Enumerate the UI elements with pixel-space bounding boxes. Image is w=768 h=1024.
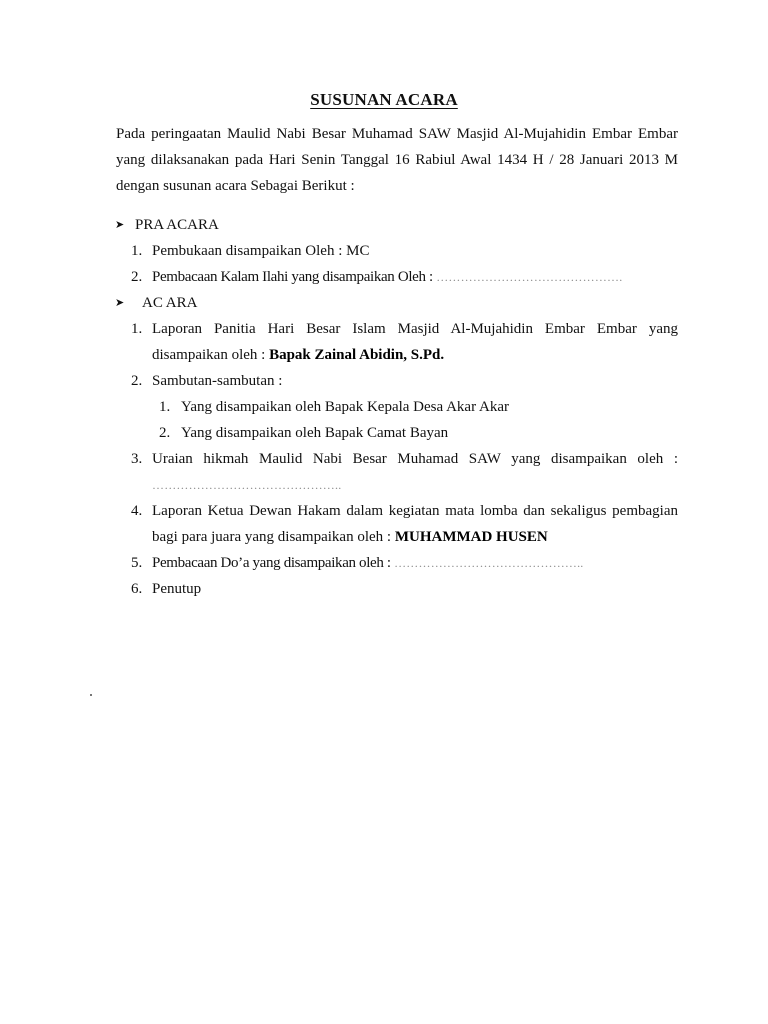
- sub-item-text: Yang disampaikan oleh Bapak Camat Bayan: [181, 425, 449, 441]
- intro-line-3: dengan susunan acara Sebagai Berikut :: [116, 178, 355, 194]
- item-text-label: Pembacaan Do’a yang disampaikan oleh :: [152, 555, 395, 571]
- sub-item-text: Yang disampaikan oleh Bapak Kepala Desa Akar Akar: [181, 399, 509, 415]
- item-text-label: Pembacaan Kalam Ilahi yang disampaikan Oleh :: [152, 269, 437, 285]
- blank-fill-line: ……………………………………….: [436, 270, 623, 284]
- item-text: Penutup: [152, 581, 202, 597]
- arrowhead-bullet-icon: ➤: [115, 218, 125, 231]
- item-number: 6.: [131, 581, 143, 597]
- item-number: 3.: [131, 451, 143, 467]
- item-text-line-1: Laporan Panitia Hari Besar Islam Masjid Al-Mujahidin Embar Embar yang: [152, 321, 678, 337]
- sub-item-number: 1.: [159, 399, 171, 415]
- stray-period-mark: [90, 694, 92, 696]
- item-number: 2.: [131, 269, 143, 285]
- item-text-line-1: Uraian hikmah Maulid Nabi Besar Muhamad SAW yang disampaikan oleh :: [152, 451, 678, 467]
- item-text-line-2: [152, 524, 548, 550]
- item-number: 4.: [131, 503, 143, 519]
- item-number: 5.: [131, 555, 143, 571]
- intro-line-1: Pada peringaatan Maulid Nabi Besar Muhamad SAW Masjid Al-Mujahidin Embar Embar: [116, 126, 678, 142]
- item-text: Sambutan-sambutan :: [152, 373, 283, 389]
- item-text: Pembukaan disampaikan Oleh : MC: [152, 243, 370, 259]
- item-number: 2.: [131, 373, 143, 389]
- section-heading: PRA ACARA: [135, 217, 219, 233]
- item-text-prefix: disampaikan oleh :: [152, 347, 270, 363]
- title-text: SUSUNAN ACARA: [310, 90, 458, 109]
- item-text: [152, 550, 584, 576]
- arrowhead-bullet-icon: ➤: [115, 296, 125, 309]
- document-title: [0, 89, 768, 111]
- blank-fill-line: ………………………………………..: [394, 556, 584, 570]
- item-number: 1.: [131, 321, 143, 337]
- item-number: 1.: [131, 243, 143, 259]
- intro-paragraph: [116, 121, 678, 199]
- sub-item-number: 2.: [159, 425, 171, 441]
- item-text-line-1: Laporan Ketua Dewan Hakam dalam kegiatan mata lomba dan sekaligus pembagian: [152, 503, 678, 519]
- blank-fill-line: ………………………………………..: [152, 478, 342, 492]
- item-text-prefix: bagi para juara yang disampaikan oleh :: [152, 529, 395, 545]
- section-heading: AC ARA: [142, 295, 198, 311]
- intro-line-2: yang dilaksanakan pada Hari Senin Tanggal 16 Rabiul Awal 1434 H / 28 Januari 2013 M: [116, 152, 678, 168]
- item-text: [152, 264, 622, 290]
- speaker-name: MUHAMMAD HUSEN: [394, 529, 548, 545]
- item-text-line-2: [152, 342, 444, 368]
- speaker-name: Bapak Zainal Abidin, S.Pd.: [269, 347, 445, 363]
